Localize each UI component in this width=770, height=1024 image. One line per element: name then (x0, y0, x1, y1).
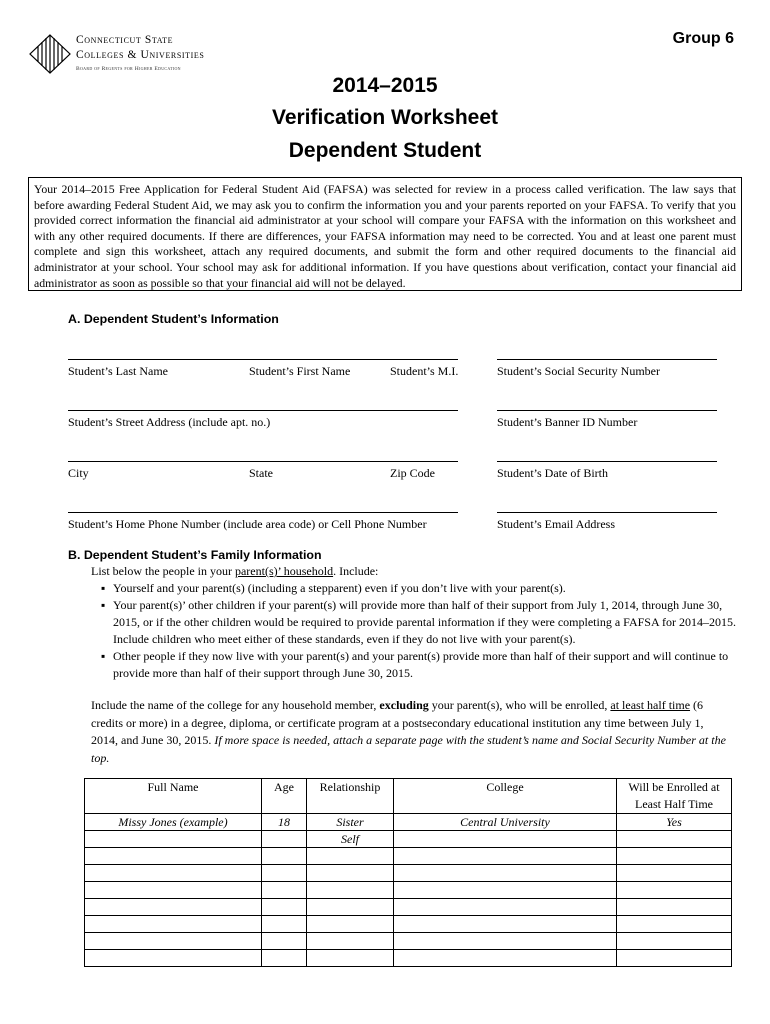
city-state-zip-input-line[interactable] (68, 461, 458, 462)
cell-age[interactable] (262, 882, 307, 899)
cell-name[interactable] (85, 899, 262, 916)
cell-relationship[interactable] (307, 899, 394, 916)
address-input-line[interactable] (68, 410, 458, 411)
instructions-bold: excluding (379, 698, 429, 712)
instructions-part-1: Include the name of the college for any household member, (91, 698, 380, 712)
cell-age[interactable] (262, 950, 307, 967)
cell-age[interactable] (262, 916, 307, 933)
household-intro-underlined: parent(s)’ household (234, 564, 334, 578)
cell-college[interactable] (394, 916, 617, 933)
household-criteria-list (91, 580, 741, 682)
cscu-logo (28, 34, 228, 76)
cell-name[interactable] (85, 950, 262, 967)
first-name-label: Student’s First Name (249, 364, 351, 378)
zip-label: Zip Code (390, 466, 435, 480)
cell-name[interactable] (85, 831, 262, 848)
list-item: ▪ Your parent(s)’ other children if your parent(s) will provide more than half of their support from July 1, 2014, through June 30, 2015, or if the other children would be required to provide parental information if they were completing a FAFSA for 2014–2015. Include children who meet either of these standards, even if they do not live with your parent(s). (113, 597, 741, 648)
cell-half-time[interactable] (617, 831, 732, 848)
table-header-row (85, 779, 732, 814)
instructions-underlined: at least half time (610, 698, 691, 712)
instructions-part-3: (6 credits or more) in a degree, diploma, or certificate program at a postsecondary educational institution any time between July 1, 2014, and June 30, 2015. (91, 698, 704, 748)
table-row (85, 882, 732, 899)
instructions-italic: If more space is needed, attach a separate page with the student’s name and Social Security Number at the top. (91, 733, 726, 765)
section-b-heading: B. Dependent Student’s Family Information (68, 548, 322, 562)
household-table (84, 778, 732, 967)
city-label: City (68, 466, 89, 480)
phone-input-line[interactable] (68, 512, 458, 513)
ssn-label: Student’s Social Security Number (497, 364, 660, 378)
title-worksheet: Verification Worksheet (271, 106, 499, 129)
cell-age[interactable] (262, 899, 307, 916)
col-header-full-name: Full Name (85, 779, 262, 814)
college-instructions (91, 697, 731, 767)
cell-relationship[interactable] (307, 950, 394, 967)
cell-college[interactable] (394, 882, 617, 899)
banner-id-input-line[interactable] (497, 410, 717, 411)
logo-line-1: Connecticut State (76, 34, 174, 46)
example-relationship: Sister (307, 814, 394, 831)
title-year: 2014–2015 (332, 74, 438, 97)
example-college: Central University (394, 814, 617, 831)
cell-age[interactable] (262, 848, 307, 865)
example-age: 18 (262, 814, 307, 831)
cell-relationship[interactable] (307, 865, 394, 882)
cell-relationship-self: Self (307, 831, 394, 848)
cell-college[interactable] (394, 950, 617, 967)
cell-half-time[interactable] (617, 848, 732, 865)
dob-label: Student’s Date of Birth (497, 466, 608, 480)
email-input-line[interactable] (497, 512, 717, 513)
cell-relationship[interactable] (307, 848, 394, 865)
intro-text: Your 2014–2015 Free Application for Federal Student Aid (FAFSA) was selected for review in a process called verification. The law says that before awarding Federal Student Aid, we may ask you to confirm the information you and your parents reported on your FAFSA. To verify that you provided correct information the financial aid administrator at your school will compare your FAFSA with the information on this worksheet and with any other required documents. If there are differences, your FAFSA information may need to be corrected. You and at least one parent must complete and sign this worksheet, attach any required documents, and submit the form and other required documents to the financial aid administrator at your school. Your school may ask for additional information. If you have questions about verification, contact your financial aid administrator as soon as possible so that your financial aid will not be delayed. (34, 182, 736, 290)
ssn-input-line[interactable] (497, 359, 717, 360)
cell-half-time[interactable] (617, 933, 732, 950)
cell-age[interactable] (262, 865, 307, 882)
cell-college[interactable] (394, 848, 617, 865)
logo-line-3: Board of Regents for Higher Education (76, 66, 181, 72)
table-row (85, 865, 732, 882)
cell-half-time[interactable] (617, 882, 732, 899)
table-row-example (85, 814, 732, 831)
household-intro (91, 563, 741, 580)
col-header-relationship: Relationship (307, 779, 394, 814)
table-row (85, 916, 732, 933)
cell-half-time[interactable] (617, 950, 732, 967)
col-header-age: Age (262, 779, 307, 814)
table-row (85, 933, 732, 950)
cell-name[interactable] (85, 933, 262, 950)
col-header-college: College (394, 779, 617, 814)
title-student-type: Dependent Student (288, 139, 482, 162)
list-item: ▪ Yourself and your parent(s) (including a stepparent) even if you don’t live with your parent(s). (113, 580, 741, 597)
cell-relationship[interactable] (307, 916, 394, 933)
table-row (85, 831, 732, 848)
list-item: ▪ Other people if they now live with your parent(s) and your parent(s) provide more than half of their support and will continue to provide more than half of their support through June 30, 2015. (113, 648, 741, 682)
cell-college[interactable] (394, 831, 617, 848)
cell-college[interactable] (394, 933, 617, 950)
logo-line-2: Colleges & Universities (76, 49, 205, 61)
section-b-intro (91, 563, 741, 682)
phone-label: Student’s Home Phone Number (include area code) or Cell Phone Number (68, 517, 427, 531)
email-label: Student’s Email Address (497, 517, 615, 531)
cell-name[interactable] (85, 916, 262, 933)
table-row (85, 950, 732, 967)
table-row (85, 848, 732, 865)
name-input-line[interactable] (68, 359, 458, 360)
cell-age[interactable] (262, 933, 307, 950)
cell-age[interactable] (262, 831, 307, 848)
cell-college[interactable] (394, 865, 617, 882)
cell-relationship[interactable] (307, 933, 394, 950)
cell-name[interactable] (85, 848, 262, 865)
table-row (85, 899, 732, 916)
col-header-half-time: Will be Enrolled at Least Half Time (617, 779, 732, 814)
cell-half-time[interactable] (617, 865, 732, 882)
example-half-time: Yes (617, 814, 732, 831)
cell-relationship[interactable] (307, 882, 394, 899)
banner-id-label: Student’s Banner ID Number (497, 415, 638, 429)
group-label: Group 6 (672, 30, 734, 47)
section-a-heading: A. Dependent Student’s Information (68, 312, 279, 326)
mi-label: Student’s M.I. (390, 364, 459, 378)
cell-college[interactable] (394, 899, 617, 916)
cscu-logo-mark-icon (28, 34, 72, 74)
state-label: State (249, 466, 273, 480)
cell-half-time[interactable] (617, 899, 732, 916)
instructions-part-2: your parent(s), who will be enrolled, (428, 698, 611, 712)
cell-name[interactable] (85, 882, 262, 899)
address-label: Student’s Street Address (include apt. no.) (68, 415, 271, 429)
dob-input-line[interactable] (497, 461, 717, 462)
cell-half-time[interactable] (617, 916, 732, 933)
example-name: Missy Jones (example) (85, 814, 262, 831)
last-name-label: Student’s Last Name (68, 364, 168, 378)
household-intro-post: . Include: (333, 564, 379, 578)
intro-box (28, 177, 742, 291)
household-intro-pre: List below the people in your (91, 564, 235, 578)
cell-name[interactable] (85, 865, 262, 882)
